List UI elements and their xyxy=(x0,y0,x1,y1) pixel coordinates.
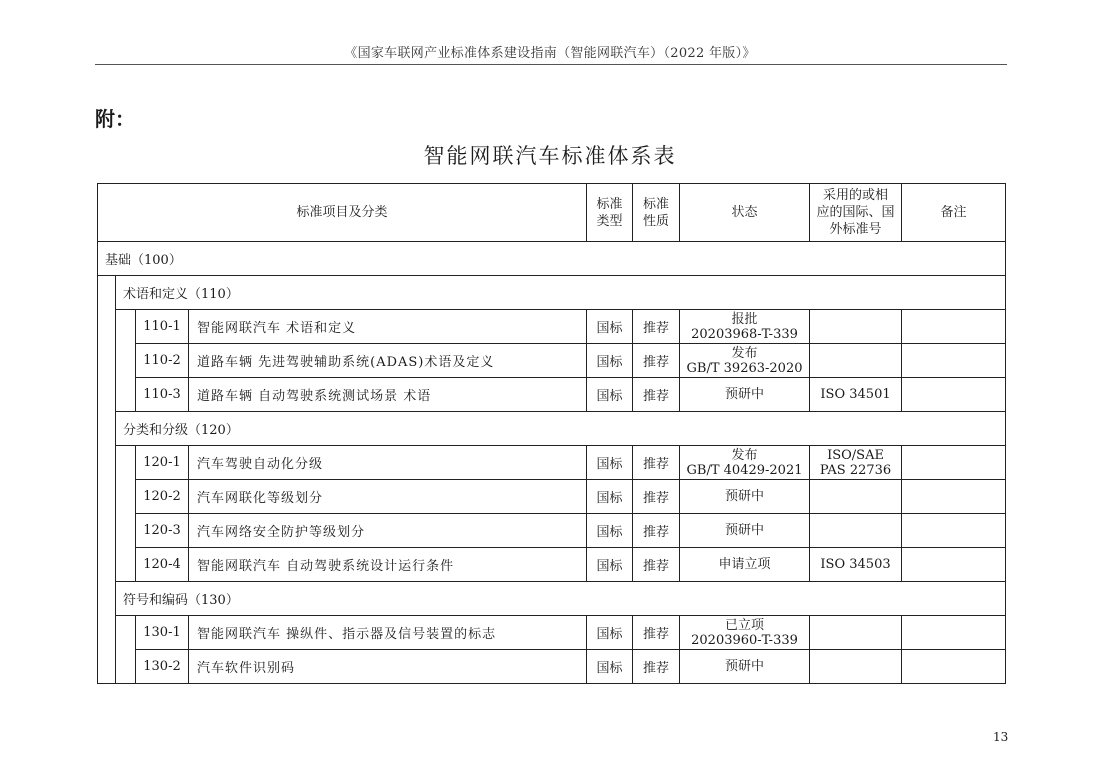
row-name: 道路车辆 自动驾驶系统测试场景 术语 xyxy=(189,378,587,412)
row-status xyxy=(680,616,810,650)
category-label: 基础（100） xyxy=(98,242,1006,276)
row-intl xyxy=(810,344,902,378)
row-intl xyxy=(810,616,902,650)
row-intl xyxy=(810,310,902,344)
row-nature: 推荐 xyxy=(633,446,680,480)
row-remark xyxy=(902,310,1006,344)
row-nature: 推荐 xyxy=(633,378,680,412)
row-name: 道路车辆 先进驾驶辅助系统(ADAS)术语及定义 xyxy=(189,344,587,378)
row-type: 国标 xyxy=(587,548,633,582)
row-nature: 推荐 xyxy=(633,616,680,650)
row-nature: 推荐 xyxy=(633,514,680,548)
status-line: GB/T 39263-2020 xyxy=(686,360,803,376)
header-status: 状态 xyxy=(680,184,810,242)
header-item: 标准项目及分类 xyxy=(98,184,587,242)
row-id: 120-2 xyxy=(136,480,189,514)
row-intl xyxy=(810,548,902,582)
row-id: 120-3 xyxy=(136,514,189,548)
status-line: 已立项 xyxy=(725,617,765,633)
row-nature: 推荐 xyxy=(633,548,680,582)
row-remark xyxy=(902,480,1006,514)
row-intl xyxy=(810,650,902,684)
row-type: 国标 xyxy=(587,310,633,344)
table-row xyxy=(98,378,1006,412)
row-id: 120-1 xyxy=(136,446,189,480)
status-line: 申请立项 xyxy=(718,557,771,572)
header-type: 标准 类型 xyxy=(587,184,633,242)
row-nature: 推荐 xyxy=(633,310,680,344)
row-name: 智能网联汽车 术语和定义 xyxy=(189,310,587,344)
row-nature: 推荐 xyxy=(633,480,680,514)
status-line: 发布 xyxy=(731,345,758,361)
table-row xyxy=(98,344,1006,378)
group-label: 分类和分级（120） xyxy=(116,412,1006,446)
group-row xyxy=(98,276,1006,310)
row-id: 120-4 xyxy=(136,548,189,582)
intl-line: ISO 34503 xyxy=(820,557,891,572)
row-id: 110-2 xyxy=(136,344,189,378)
status-line: 发布 xyxy=(731,447,758,463)
status-line: 预研中 xyxy=(725,523,765,538)
row-nature: 推荐 xyxy=(633,650,680,684)
status-line: 预研中 xyxy=(725,387,765,402)
row-remark xyxy=(902,650,1006,684)
row-id: 110-1 xyxy=(136,310,189,344)
status-line: 预研中 xyxy=(725,489,765,504)
row-type: 国标 xyxy=(587,446,633,480)
row-name: 汽车软件识别码 xyxy=(189,650,587,684)
status-line: 20203960-T-339 xyxy=(691,632,798,648)
table-row xyxy=(98,548,1006,582)
intl-line: ISO/SAE xyxy=(827,447,884,463)
row-intl xyxy=(810,480,902,514)
table-row xyxy=(98,446,1006,480)
row-name: 智能网联汽车 自动驾驶系统设计运行条件 xyxy=(189,548,587,582)
table-title: 智能网联汽车标准体系表 xyxy=(423,144,677,168)
category-row xyxy=(98,242,1006,276)
row-remark xyxy=(902,548,1006,582)
header-rule xyxy=(95,64,1007,65)
row-name: 汽车网络安全防护等级划分 xyxy=(189,514,587,548)
row-intl xyxy=(810,378,902,412)
status-line: 报批 xyxy=(731,311,758,327)
standards-table xyxy=(97,183,1006,684)
row-id: 130-2 xyxy=(136,650,189,684)
row-type: 国标 xyxy=(587,344,633,378)
intl-line: ISO 34501 xyxy=(820,387,891,402)
appendix-label: 附： xyxy=(95,107,135,131)
row-nature: 推荐 xyxy=(633,344,680,378)
header-nature: 标准 性质 xyxy=(633,184,680,242)
row-name: 汽车网联化等级划分 xyxy=(189,480,587,514)
group-row xyxy=(98,582,1006,616)
header-remark: 备注 xyxy=(902,184,1006,242)
row-name: 汽车驾驶自动化分级 xyxy=(189,446,587,480)
status-line: 预研中 xyxy=(725,659,765,674)
row-intl xyxy=(810,446,902,480)
row-status xyxy=(680,650,810,684)
row-type: 国标 xyxy=(587,650,633,684)
row-intl xyxy=(810,514,902,548)
group-row xyxy=(98,412,1006,446)
table-header-row xyxy=(98,184,1006,242)
row-remark xyxy=(902,446,1006,480)
row-type: 国标 xyxy=(587,378,633,412)
row-remark xyxy=(902,378,1006,412)
row-status xyxy=(680,514,810,548)
row-status xyxy=(680,310,810,344)
row-status xyxy=(680,480,810,514)
running-header: 《国家车联网产业标准体系建设指南（智能网联汽车）（2022 年版）》 xyxy=(344,46,756,61)
row-status xyxy=(680,378,810,412)
row-remark xyxy=(902,344,1006,378)
intl-line: PAS 22736 xyxy=(819,462,892,478)
row-status xyxy=(680,344,810,378)
table-row xyxy=(98,514,1006,548)
group-label: 符号和编码（130） xyxy=(116,582,1006,616)
row-type: 国标 xyxy=(587,514,633,548)
row-status xyxy=(680,548,810,582)
table-row xyxy=(98,480,1006,514)
header-intl: 采用的或相 应的国际、国 外标准号 xyxy=(810,184,902,242)
row-remark xyxy=(902,514,1006,548)
row-id: 110-3 xyxy=(136,378,189,412)
table-row xyxy=(98,310,1006,344)
status-line: GB/T 40429-2021 xyxy=(686,462,803,478)
row-name: 智能网联汽车 操纵件、指示器及信号装置的标志 xyxy=(189,616,587,650)
row-remark xyxy=(902,616,1006,650)
row-type: 国标 xyxy=(587,616,633,650)
row-type: 国标 xyxy=(587,480,633,514)
table-row xyxy=(98,650,1006,684)
group-indent-cell xyxy=(116,310,136,412)
table-row xyxy=(98,616,1006,650)
group-indent-cell xyxy=(116,446,136,582)
status-line: 20203968-T-339 xyxy=(691,326,798,342)
page-number: 13 xyxy=(993,730,1009,744)
category-indent-cell xyxy=(98,276,116,684)
group-indent-cell xyxy=(116,616,136,684)
group-label: 术语和定义（110） xyxy=(116,276,1006,310)
row-status xyxy=(680,446,810,480)
row-id: 130-1 xyxy=(136,616,189,650)
